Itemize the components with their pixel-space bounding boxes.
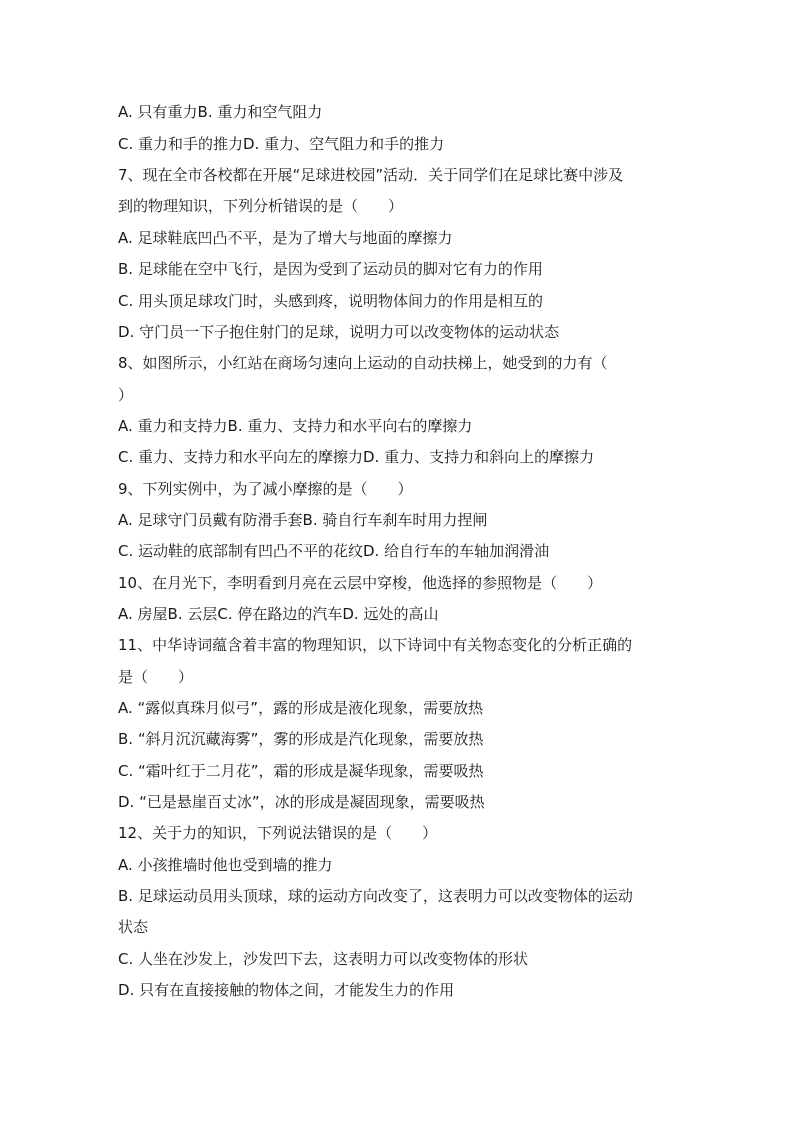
question-9: 9、下列实例中，为了减小摩擦的是（ ） <box>118 480 413 498</box>
question-7-line-1: 7、现在全市各校都在开展“足球进校园”活动．关于同学们在足球比赛中涉及 <box>118 166 624 184</box>
option-line: B. 足球能在空中飞行，是因为受到了运动员的脚对它有力的作用 <box>118 260 543 278</box>
option-line: A. 足球守门员戴有防滑手套B. 骑自行车刹车时用力捏闸 <box>118 511 488 529</box>
question-12: 12、关于力的知识，下列说法错误的是（ ） <box>118 824 438 842</box>
option-line: B. 足球运动员用头顶球，球的运动方向改变了，这表明力可以改变物体的运动 <box>118 887 633 905</box>
option-line: A. 重力和支持力B. 重力、支持力和水平向右的摩擦力 <box>118 417 473 435</box>
option-line: A. 小孩推墙时他也受到墙的推力 <box>118 856 333 874</box>
option-line: C. 运动鞋的底部制有凹凸不平的花纹D. 给自行车的车轴加润滑油 <box>118 542 550 560</box>
option-line: A. 只有重力B. 重力和空气阻力 <box>118 103 323 121</box>
option-line: B. “斜月沉沉藏海雾”，雾的形成是汽化现象，需要放热 <box>118 730 484 748</box>
option-line-continued: 状态 <box>118 918 149 936</box>
question-7-line-2: 到的物理知识，下列分析错误的是（ ） <box>118 197 404 215</box>
question-8-line-2: ） <box>118 386 134 404</box>
option-line: D. 守门员一下子抱住射门的足球，说明力可以改变物体的运动状态 <box>118 323 560 341</box>
option-line: D. 只有在直接接触的物体之间，才能发生力的作用 <box>118 981 455 999</box>
option-line: C. 人坐在沙发上，沙发凹下去，这表明力可以改变物体的形状 <box>118 950 529 968</box>
option-line: A. 房屋B. 云层C. 停在路边的汽车D. 远处的高山 <box>118 605 439 623</box>
option-line: C. 重力、支持力和水平向左的摩擦力D. 重力、支持力和斜向上的摩擦力 <box>118 448 595 466</box>
question-10: 10、在月光下，李明看到月亮在云层中穿梭，他选择的参照物是（ ） <box>118 574 603 592</box>
option-line: C. 重力和手的推力D. 重力、空气阻力和手的推力 <box>118 135 445 153</box>
option-line: A. “露似真珠月似弓”，露的形成是液化现象，需要放热 <box>118 699 484 717</box>
question-11-line-1: 11、中华诗词蕴含着丰富的物理知识，以下诗词中有关物态变化的分析正确的 <box>118 636 633 654</box>
question-8-line-1: 8、如图所示，小红站在商场匀速向上运动的自动扶梯上，她受到的力有（ <box>118 354 608 372</box>
question-11-line-2: 是（ ） <box>118 668 194 686</box>
option-line: A. 足球鞋底凹凸不平，是为了增大与地面的摩擦力 <box>118 229 453 247</box>
option-line: C. “霜叶红于二月花”，霜的形成是凝华现象，需要吸热 <box>118 762 484 780</box>
option-line: D. “已是悬崖百丈冰”，冰的形成是凝固现象，需要吸热 <box>118 793 485 811</box>
option-line: C. 用头顶足球攻门时，头感到疼，说明物体间力的作用是相互的 <box>118 292 544 310</box>
